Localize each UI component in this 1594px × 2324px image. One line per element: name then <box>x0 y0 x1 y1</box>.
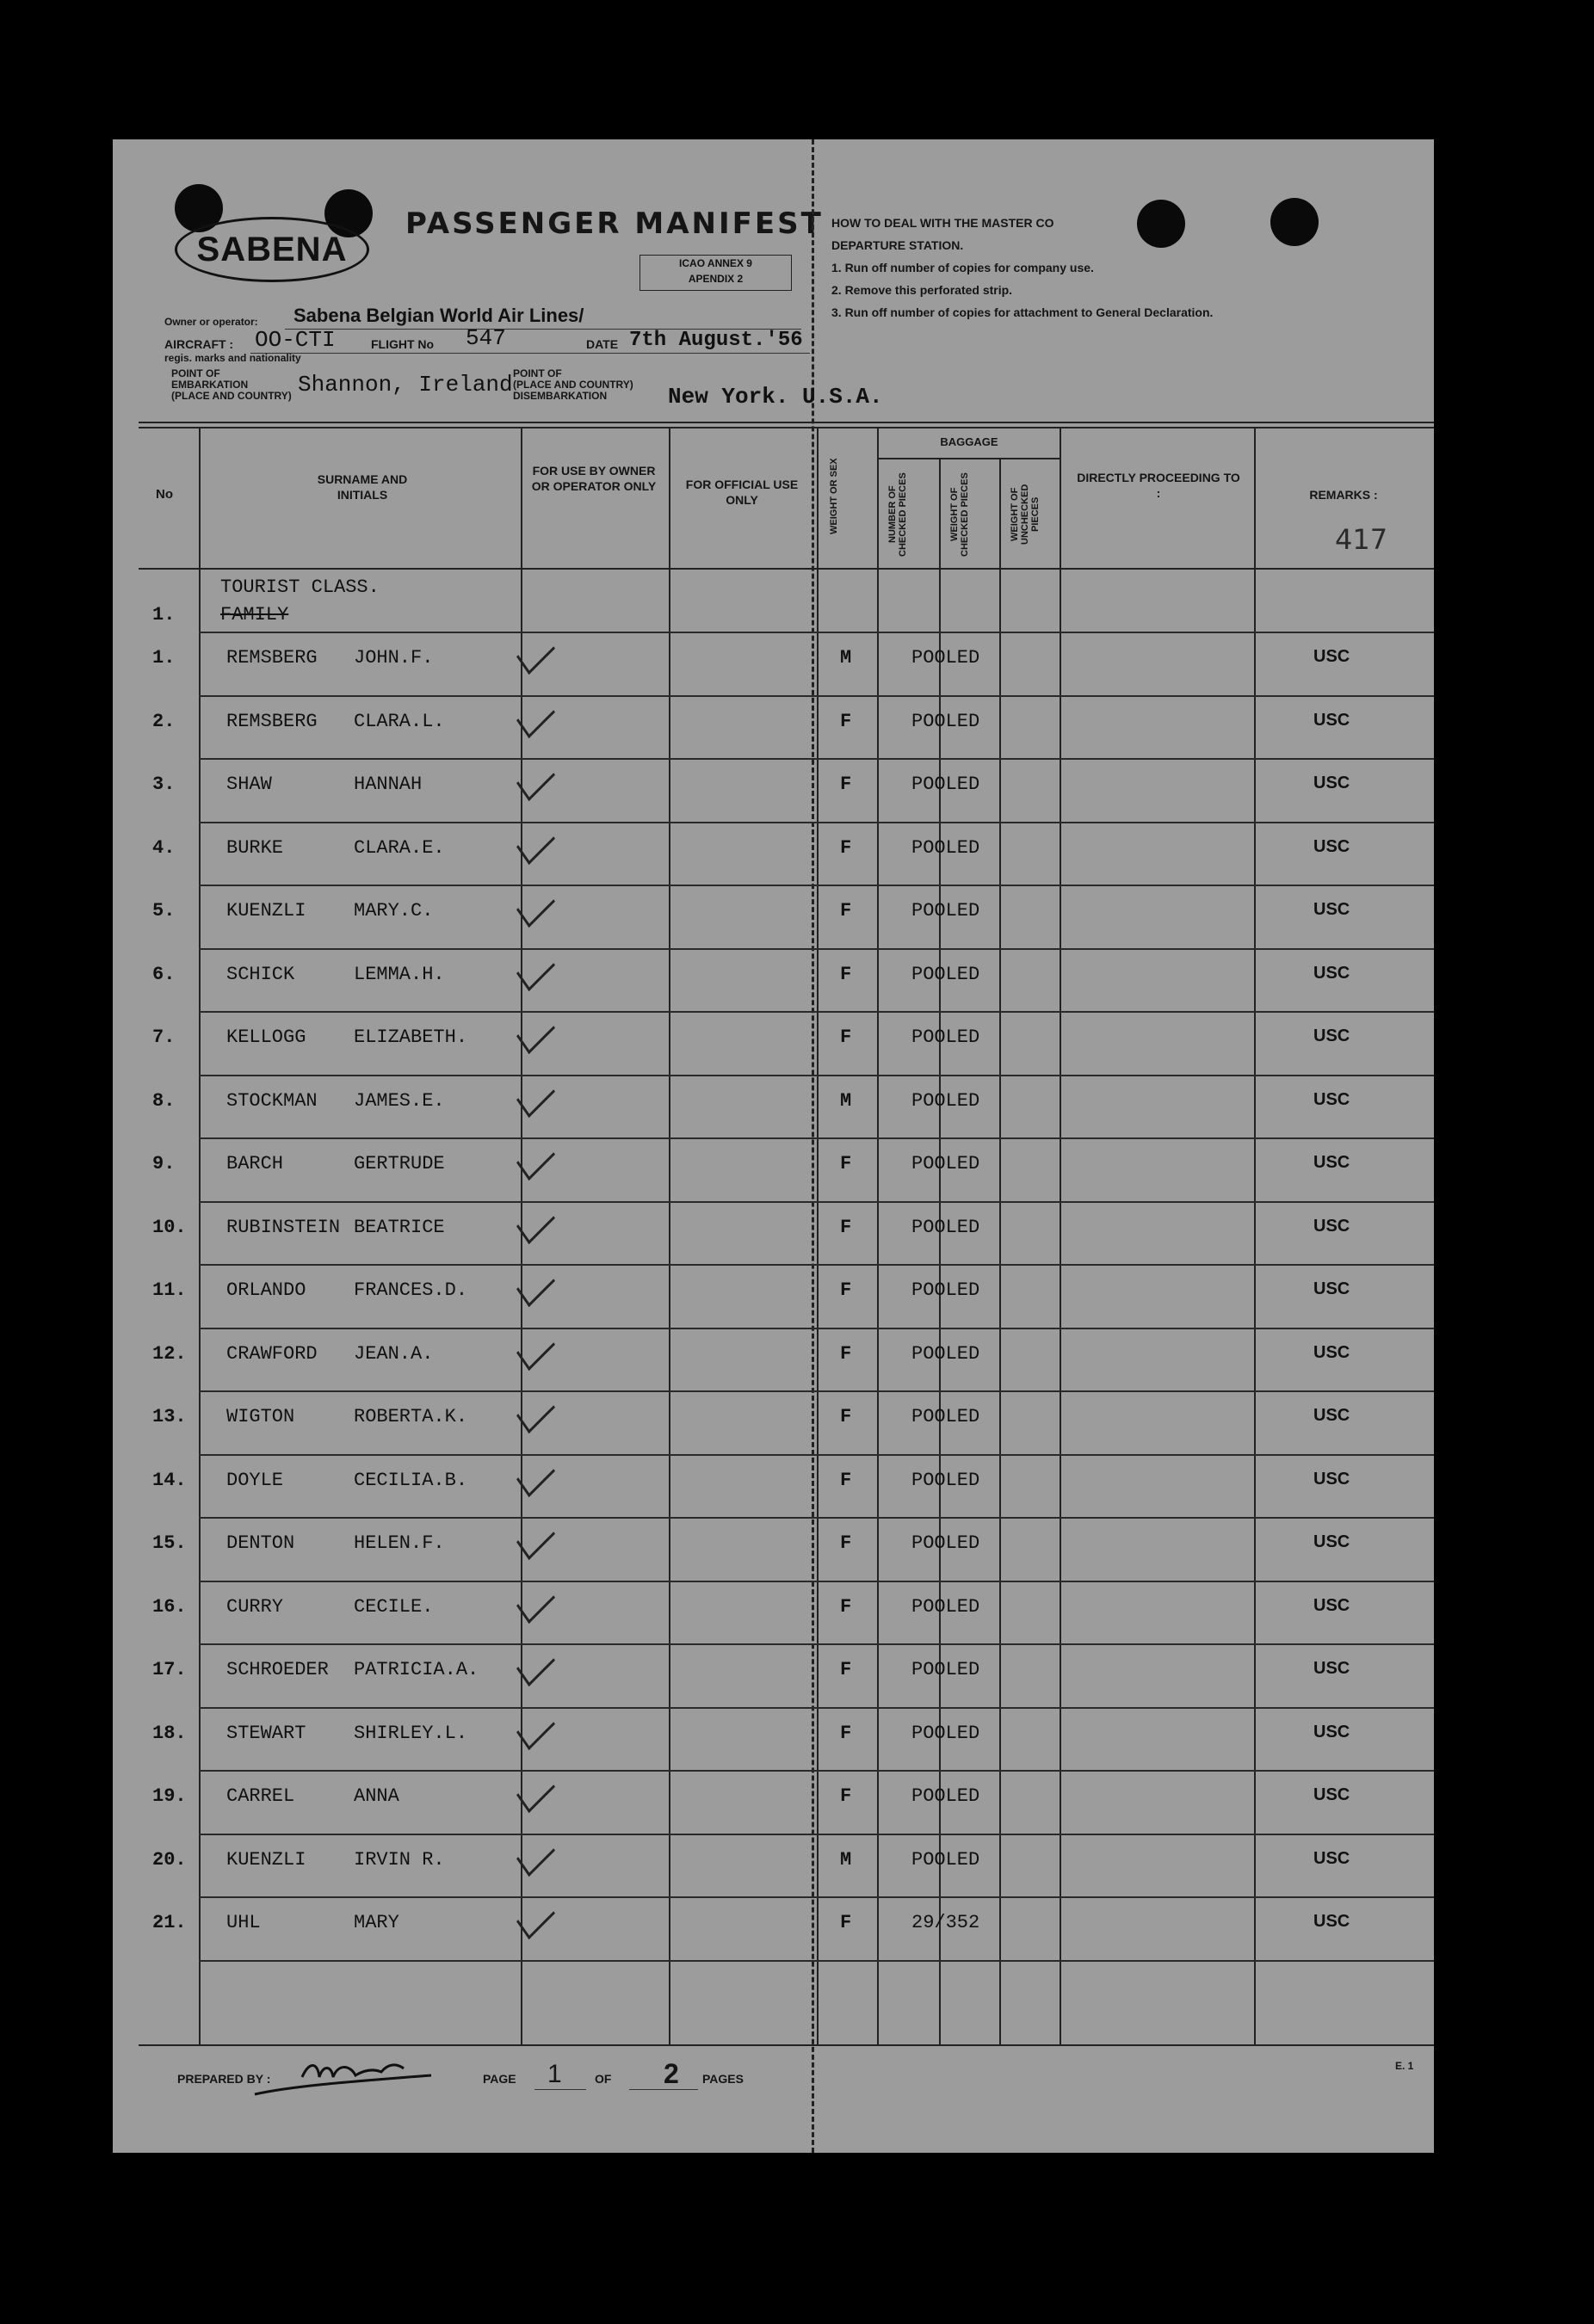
row-rule <box>199 1896 1434 1898</box>
row-rule <box>199 1770 1434 1772</box>
aircraft-label: AIRCRAFT : <box>164 337 234 351</box>
instruction-line: 3. Run off number of copies for attachment to General Declaration. <box>831 305 1214 319</box>
page-label: PAGE <box>483 2072 516 2086</box>
row-surname: RUBINSTEIN <box>226 1216 341 1238</box>
row-sex: M <box>840 647 852 669</box>
row-rule <box>199 1834 1434 1835</box>
row-rule <box>199 1643 1434 1645</box>
row-baggage: POOLED <box>911 647 980 669</box>
row-no: 12. <box>152 1342 187 1365</box>
row-remarks: USC <box>1313 774 1350 792</box>
row-rule <box>199 1328 1434 1329</box>
row-baggage: POOLED <box>911 1279 980 1301</box>
date-label: DATE <box>586 337 619 351</box>
row-sex: F <box>840 1659 852 1680</box>
embark-label-1: POINT OF <box>171 367 220 379</box>
row-sex: F <box>840 1469 852 1491</box>
row-remarks: USC <box>1313 1912 1350 1931</box>
row-rule <box>199 632 1434 633</box>
row-initials: JAMES.E. <box>354 1089 445 1112</box>
row-rule <box>199 1011 1434 1013</box>
col-checked-weight: WEIGHT OF CHECKED PIECES <box>949 472 970 557</box>
row-surname: KUENZLI <box>226 900 306 922</box>
row-surname: CURRY <box>226 1595 284 1618</box>
row-rule <box>199 1581 1434 1582</box>
struck-name: FAMILY <box>220 604 289 626</box>
row-baggage: POOLED <box>911 1659 980 1680</box>
row-initials: PATRICIA.A. <box>354 1659 479 1680</box>
row-sex: M <box>840 1089 852 1112</box>
row-rule <box>199 1960 1434 1962</box>
row-no: 10. <box>152 1216 187 1238</box>
row-surname: DOYLE <box>226 1469 284 1491</box>
embark-label-2: EMBARKATION <box>171 379 249 391</box>
col-checked-pieces: NUMBER OF CHECKED PIECES <box>887 472 908 557</box>
row-remarks: USC <box>1313 1722 1350 1741</box>
row-no: 15. <box>152 1532 187 1554</box>
aircraft-underline <box>250 353 810 354</box>
row-no: 13. <box>152 1406 187 1427</box>
row-sex: F <box>840 1532 852 1554</box>
baggage-rule <box>877 458 1060 459</box>
row-rule <box>199 948 1434 950</box>
table-row <box>113 1785 1434 1811</box>
table-row <box>113 1343 1434 1369</box>
instructions <box>831 212 1213 324</box>
row-sex: M <box>840 1848 852 1871</box>
page-title: PASSENGER MANIFEST <box>405 207 824 241</box>
regis-label: regis. marks and nationality <box>164 352 301 364</box>
table-row <box>113 1279 1434 1305</box>
row-remarks: USC <box>1313 1406 1350 1425</box>
table-row <box>113 964 1434 989</box>
row-baggage: POOLED <box>911 1153 980 1174</box>
row-sex: F <box>840 900 852 922</box>
disembark-label-2: (PLACE AND COUNTRY) <box>513 379 633 391</box>
row-surname: SCHROEDER <box>226 1659 329 1680</box>
row-initials: CECILIA.B. <box>354 1469 468 1491</box>
row-surname: CARREL <box>226 1785 295 1807</box>
row-surname: CRAWFORD <box>226 1342 318 1365</box>
row-surname: ORLANDO <box>226 1279 306 1301</box>
col-remarks: REMARKS : <box>1309 488 1378 502</box>
row-rule <box>199 1707 1434 1709</box>
row-rule <box>199 1390 1434 1392</box>
row-sex: F <box>840 1912 852 1933</box>
page-underline <box>534 2089 586 2090</box>
row-remarks: USC <box>1313 1848 1350 1868</box>
row-sex: F <box>840 963 852 985</box>
col-surname: SURNAME AND INITIALS <box>317 472 408 502</box>
row-no: 3. <box>152 774 176 795</box>
icao-box <box>639 255 792 291</box>
row-sex: F <box>840 1595 852 1618</box>
row-rule <box>199 885 1434 886</box>
table-row <box>113 1849 1434 1875</box>
row-initials: MARY <box>354 1912 399 1933</box>
owner-label: Owner or operator: <box>164 316 258 328</box>
row-remarks: USC <box>1313 1342 1350 1362</box>
row-initials: IRVIN R. <box>354 1848 445 1871</box>
table-row <box>113 837 1434 863</box>
row-no: 14. <box>152 1469 187 1491</box>
row-baggage: POOLED <box>911 963 980 985</box>
table-row <box>113 711 1434 737</box>
page-number-stamp: 417 <box>1335 523 1388 556</box>
row-remarks: USC <box>1313 1532 1350 1551</box>
row-sex: F <box>840 1153 852 1174</box>
instruction-line: 2. Remove this perforated strip. <box>831 283 1013 297</box>
row-initials: FRANCES.D. <box>354 1279 468 1301</box>
row-no: 4. <box>152 836 176 859</box>
col-no: No <box>156 487 173 502</box>
table-row <box>113 1723 1434 1748</box>
row-initials: CLARA.L. <box>354 710 445 732</box>
row-sex: F <box>840 774 852 795</box>
of-underline <box>629 2089 698 2090</box>
row-no: 11. <box>152 1279 187 1301</box>
row-baggage: POOLED <box>911 1406 980 1427</box>
pages-label: PAGES <box>702 2072 744 2086</box>
table-row <box>113 1532 1434 1558</box>
row-sex: F <box>840 1406 852 1427</box>
row-initials: MARY.C. <box>354 900 434 922</box>
col-official: FOR OFFICIAL USE ONLY <box>685 478 799 507</box>
row-sex: F <box>840 1342 852 1365</box>
row-no: 19. <box>152 1785 187 1807</box>
row-sex: F <box>840 1026 852 1048</box>
table-top-rule <box>139 422 1434 423</box>
class-label: TOURIST CLASS. <box>220 576 380 598</box>
header-bottom-rule <box>139 568 1434 570</box>
row-baggage: POOLED <box>911 900 980 922</box>
row-no: 9. <box>152 1153 176 1174</box>
punch-hole <box>1270 198 1319 246</box>
row-no: 17. <box>152 1659 187 1680</box>
row-no: 20. <box>152 1848 187 1871</box>
col-owner-use: FOR USE BY OWNER OR OPERATOR ONLY <box>531 464 657 493</box>
row-baggage: 29/352 <box>911 1912 980 1933</box>
aircraft-value: OO-CTI <box>255 327 336 353</box>
row-baggage: POOLED <box>911 1342 980 1365</box>
row-surname: REMSBERG <box>226 710 318 732</box>
row-initials: GERTRUDE <box>354 1153 445 1174</box>
row-initials: CECILE. <box>354 1595 434 1618</box>
row-initials: ELIZABETH. <box>354 1026 468 1048</box>
disembark-label <box>513 368 633 402</box>
sabena-logo: SABENA <box>175 217 369 282</box>
row-remarks: USC <box>1313 1089 1350 1109</box>
row-no: 8. <box>152 1089 176 1112</box>
manifest-sheet <box>113 139 1434 2153</box>
row-baggage: POOLED <box>911 774 980 795</box>
row-baggage: POOLED <box>911 1089 980 1112</box>
page-value: 1 <box>547 2060 562 2088</box>
disembark-value: New York. U.S.A. <box>668 384 883 410</box>
row-initials: BEATRICE <box>354 1216 445 1238</box>
prepared-by-label: PREPARED BY : <box>177 2072 271 2086</box>
col-directly: DIRECTLY PROCEEDING TO : <box>1077 471 1240 500</box>
table-row <box>113 1090 1434 1116</box>
row-remarks: USC <box>1313 1026 1350 1045</box>
row-remarks: USC <box>1313 1785 1350 1804</box>
col-weight-sex: WEIGHT OR SEX <box>829 458 839 535</box>
row-no: 16. <box>152 1595 187 1618</box>
row-no: 2. <box>152 710 176 732</box>
row-remarks: USC <box>1313 900 1350 919</box>
row-surname: STOCKMAN <box>226 1089 318 1112</box>
table-row <box>113 1217 1434 1242</box>
row-surname: KELLOGG <box>226 1026 306 1048</box>
table-bottom-rule <box>139 2044 1434 2046</box>
flight-value: 547 <box>466 325 506 351</box>
table-row <box>113 1406 1434 1432</box>
row-remarks: USC <box>1313 1216 1350 1236</box>
owner-value: Sabena Belgian World Air Lines/ <box>293 305 584 326</box>
row-rule <box>199 1454 1434 1456</box>
table-row <box>113 900 1434 926</box>
flight-label: FLIGHT No <box>371 337 435 351</box>
table-row <box>113 1596 1434 1622</box>
row-initials: ANNA <box>354 1785 399 1807</box>
class-label-row <box>113 576 1434 602</box>
table-row <box>113 1153 1434 1179</box>
row-baggage: POOLED <box>911 1026 980 1048</box>
row-baggage: POOLED <box>911 710 980 732</box>
row-rule <box>199 1517 1434 1519</box>
row-sex: F <box>840 1722 852 1744</box>
icao-line-2: APENDIX 2 <box>688 273 744 285</box>
row-no: 6. <box>152 963 176 985</box>
row-remarks: USC <box>1313 710 1350 730</box>
row-no: 21. <box>152 1912 187 1933</box>
row-sex: F <box>840 710 852 732</box>
row-rule <box>199 758 1434 760</box>
instruction-line: 1. Run off number of copies for company use. <box>831 261 1094 274</box>
row-initials: LEMMA.H. <box>354 963 445 985</box>
form-code: E. 1 <box>1395 2060 1414 2072</box>
table-row <box>113 1659 1434 1685</box>
row-remarks: USC <box>1313 1469 1350 1489</box>
row-baggage: POOLED <box>911 1785 980 1807</box>
row-surname: SCHICK <box>226 963 295 985</box>
signature-image <box>250 2051 440 2103</box>
table-row <box>113 647 1434 673</box>
of-value: 2 <box>664 2058 679 2089</box>
row-baggage: POOLED <box>911 1216 980 1238</box>
row-baggage: POOLED <box>911 1469 980 1491</box>
row-remarks: USC <box>1313 647 1350 666</box>
row-sex: F <box>840 1216 852 1238</box>
row-no: 1. <box>152 647 176 669</box>
row-baggage: POOLED <box>911 1532 980 1554</box>
row-surname: STEWART <box>226 1722 306 1744</box>
table-row <box>113 1470 1434 1495</box>
row-initials: JOHN.F. <box>354 647 434 669</box>
row-rule <box>199 1201 1434 1203</box>
row-no: 7. <box>152 1026 176 1048</box>
struck-entry-row <box>113 604 1434 630</box>
row-surname: DENTON <box>226 1532 295 1554</box>
row-remarks: USC <box>1313 1279 1350 1298</box>
row-no: 1. <box>152 604 176 626</box>
row-surname: BURKE <box>226 836 284 859</box>
row-rule <box>199 1137 1434 1139</box>
disembark-label-3: DISEMBARKATION <box>513 390 608 402</box>
row-surname: BARCH <box>226 1153 284 1174</box>
disembark-label-1: POINT OF <box>513 367 562 379</box>
date-value: 7th August.'56 <box>629 329 803 352</box>
instruction-line: HOW TO DEAL WITH THE MASTER CO <box>831 216 1054 230</box>
row-surname: WIGTON <box>226 1406 295 1427</box>
row-initials: HELEN.F. <box>354 1532 445 1554</box>
row-baggage: POOLED <box>911 1848 980 1871</box>
icao-line-1: ICAO ANNEX 9 <box>679 257 752 269</box>
row-sex: F <box>840 836 852 859</box>
row-rule <box>199 1264 1434 1266</box>
row-rule <box>199 1075 1434 1076</box>
row-rule <box>199 695 1434 697</box>
table-row <box>113 1912 1434 1938</box>
row-remarks: USC <box>1313 836 1350 856</box>
row-surname: SHAW <box>226 774 272 795</box>
table-row <box>113 1026 1434 1052</box>
row-baggage: POOLED <box>911 836 980 859</box>
table-top-rule <box>139 427 1434 428</box>
row-initials: JEAN.A. <box>354 1342 434 1365</box>
row-baggage: POOLED <box>911 1595 980 1618</box>
of-label: OF <box>595 2072 612 2086</box>
row-initials: SHIRLEY.L. <box>354 1722 468 1744</box>
row-remarks: USC <box>1313 963 1350 983</box>
row-sex: F <box>840 1279 852 1301</box>
row-remarks: USC <box>1313 1659 1350 1678</box>
row-sex: F <box>840 1785 852 1807</box>
col-baggage: BAGGAGE <box>940 435 998 448</box>
table-row <box>113 774 1434 799</box>
embark-label <box>171 368 292 402</box>
row-surname: UHL <box>226 1912 261 1933</box>
row-surname: REMSBERG <box>226 647 318 669</box>
embark-label-3: (PLACE AND COUNTRY) <box>171 390 292 402</box>
row-initials: ROBERTA.K. <box>354 1406 468 1427</box>
row-baggage: POOLED <box>911 1722 980 1744</box>
row-initials: HANNAH <box>354 774 423 795</box>
row-remarks: USC <box>1313 1595 1350 1615</box>
row-no: 18. <box>152 1722 187 1744</box>
col-unchecked-weight: WEIGHT OF UNCHECKED PIECES <box>1010 484 1041 546</box>
row-initials: CLARA.E. <box>354 836 445 859</box>
row-no: 5. <box>152 900 176 922</box>
instruction-line: DEPARTURE STATION. <box>831 238 964 252</box>
row-rule <box>199 822 1434 823</box>
row-surname: KUENZLI <box>226 1848 306 1871</box>
row-remarks: USC <box>1313 1153 1350 1172</box>
embark-value: Shannon, Ireland <box>298 372 513 398</box>
